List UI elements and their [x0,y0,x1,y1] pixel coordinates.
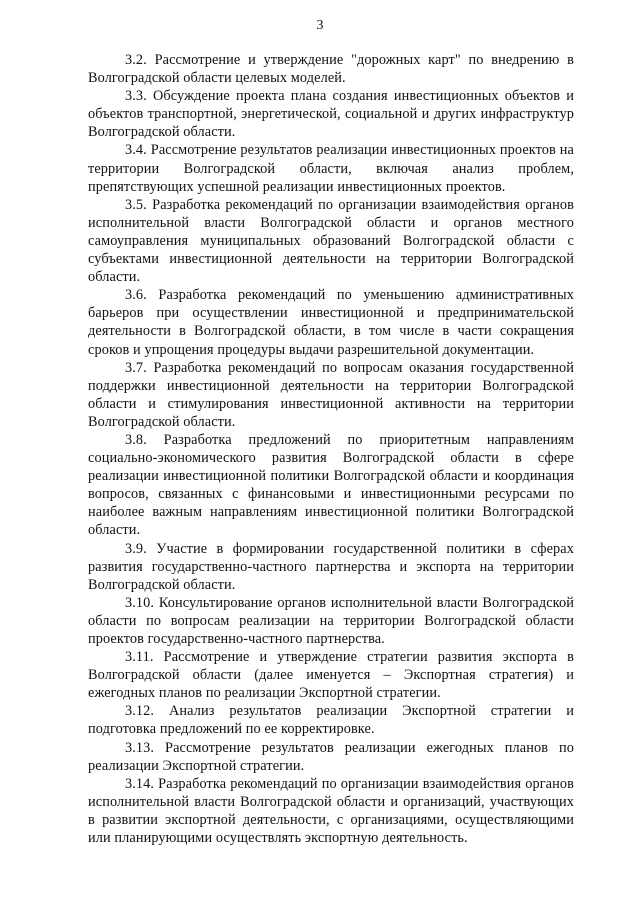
paragraph-3-9 [88,540,574,594]
paragraph-number: 3.11. [125,649,154,666]
paragraph-3-14 [88,775,574,847]
paragraph-number: 3.13. [125,739,155,756]
paragraph-number: 3.4. [125,142,147,159]
paragraph-number: 3.9. [125,540,147,557]
paragraph-number: 3.7. [125,359,147,376]
paragraph-3-13 [88,739,574,775]
paragraph-number: 3.3. [125,88,147,105]
paragraph-text: Разработка рекомендаций по уменьшению административных барьеров при осуществлении инвестиционной и предпринимательской деятельности в Волгоградской области, в том числе в части сокращения сроков и упрощения процедуры выдачи разрешительной документации. [88,287,574,358]
paragraph-number: 3.2. [125,52,147,68]
paragraph-text: Рассмотрение и утверждение "дорожных карт" по внедрению в Волгоградской области целевых моделей. [88,52,575,87]
paragraph-text: Рассмотрение результатов реализации ежегодных планов по реализации Экспортной стратегии. [88,739,574,774]
paragraph-number: 3.10. [125,594,155,611]
paragraph-3-12 [88,702,574,738]
paragraph-3-3 [88,87,574,141]
paragraph-text: Разработка рекомендаций по организации взаимодействия органов исполнительной власти Волгоградской области и организаций, участвующих в развитии экспортной деятельности, с организациями, осуществляющими или планирующими осуществлять экспортную деятельность. [88,775,574,847]
paragraph-number: 3.12. [125,703,155,720]
paragraph-number: 3.8. [125,431,147,448]
paragraph-number: 3.6. [125,287,147,304]
document-body [88,51,574,847]
paragraph-text: Разработка рекомендаций по вопросам оказания государственной поддержки инвестиционной деятельности на территории Волгоградской области и стимулирования инвестиционной активности на территории Волгоградской области. [88,359,574,430]
paragraph-text: Рассмотрение результатов реализации инвестиционных проектов на территории Волгоградской области, включая анализ проблем, препятствующих успешной реализации инвестиционных проектов. [88,142,574,195]
paragraph-text: Консультирование органов исполнительной власти Волгоградской области по вопросам реализации на территории Волгоградской области проектов государственно-частного партнерства. [88,594,574,647]
paragraph-3-4 [88,141,574,195]
paragraph-3-11 [88,648,574,702]
paragraph-text: Разработка рекомендаций по организации взаимодействия органов исполнительной власти Волгоградской области и органов местного самоуправления муниципальных образований Волгоградской области с субъектами инвестиционной деятельности на территории Волгоградской области. [88,196,574,286]
paragraph-number: 3.14. [125,775,155,792]
paragraph-text: Обсуждение проекта плана создания инвестиционных объектов и объектов транспортной, энергетической, социальной и других инфраструктур Волгоградской области. [88,88,574,141]
paragraph-number: 3.5. [125,196,147,213]
page-number: 3 [316,18,324,33]
paragraph-3-7 [88,359,574,431]
paragraph-3-10 [88,594,574,648]
paragraph-text: Разработка предложений по приоритетным направлениям социально-экономического развития Волгоградской области в сфере реализации инвестиционной политики Волгоградской области и координация вопросов, связанных с финансовыми и инвестиционными ресурсами по наиболее важным направлениям инвестиционной политики Волгоградской области. [88,431,574,539]
paragraph-3-2 [88,51,574,87]
paragraph-text: Анализ результатов реализации Экспортной стратегии и подготовка предложений по ее корректировке. [88,703,574,738]
paragraph-3-6 [88,286,574,358]
paragraph-3-5 [88,196,574,286]
paragraph-text: Участие в формировании государственной политики в сферах развития государственно-частного партнерства и экспорта на территории Волгоградской области. [88,540,574,593]
paragraph-3-8 [88,431,574,540]
paragraph-text: Рассмотрение и утверждение стратегии развития экспорта в Волгоградской области (далее именуется – Экспортная стратегия) и ежегодных планов по реализации Экспортной стратегии. [88,649,574,702]
